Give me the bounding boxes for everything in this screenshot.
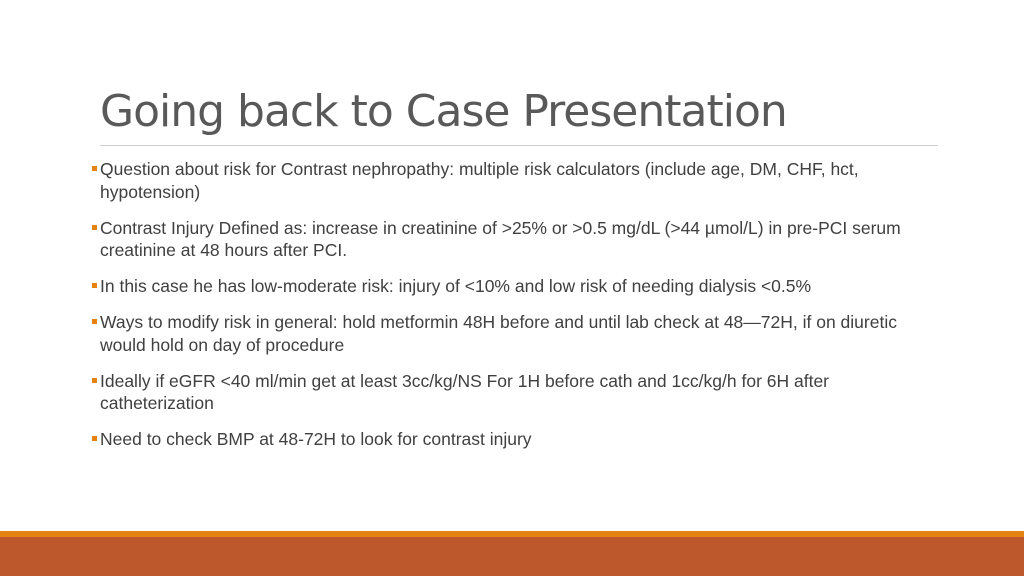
square-bullet-icon [92, 436, 97, 441]
square-bullet-icon [92, 378, 97, 383]
slide-title: Going back to Case Presentation [100, 86, 787, 137]
bullet-item [90, 275, 940, 298]
bullet-text: Contrast Injury Defined as: increase in creatinine of >25% or >0.5 mg/dL (>44 µmol/L) in pre-PCI serum creatinine at 48 hours after PCI. [100, 217, 901, 260]
bullet-item [90, 370, 940, 415]
square-bullet-icon [92, 225, 97, 230]
bullet-text: Need to check BMP at 48-72H to look for contrast injury [100, 429, 532, 449]
bullet-item [90, 311, 940, 356]
bullet-text: Ideally if eGFR <40 ml/min get at least 3cc/kg/NS For 1H before cath and 1cc/kg/h for 6H after catheterization [100, 370, 830, 413]
square-bullet-icon [92, 283, 97, 288]
square-bullet-icon [92, 166, 97, 171]
title-divider [100, 145, 938, 146]
bullet-text: In this case he has low-moderate risk: injury of <10% and low risk of needing dialysis <0.5% [100, 276, 812, 296]
bullet-item [90, 158, 940, 203]
bullet-text: Ways to modify risk in general: hold metformin 48H before and until lab check at 48—72H, if on diuretic would hold on day of procedure [100, 312, 897, 355]
bullet-list [90, 158, 940, 464]
bullet-item [90, 217, 940, 262]
bullet-item [90, 428, 940, 451]
square-bullet-icon [92, 319, 97, 324]
bullet-text: Question about risk for Contrast nephropathy: multiple risk calculators (include age, DM, CHF, hct, hypotension) [100, 159, 859, 202]
footer-bar [0, 537, 1024, 576]
